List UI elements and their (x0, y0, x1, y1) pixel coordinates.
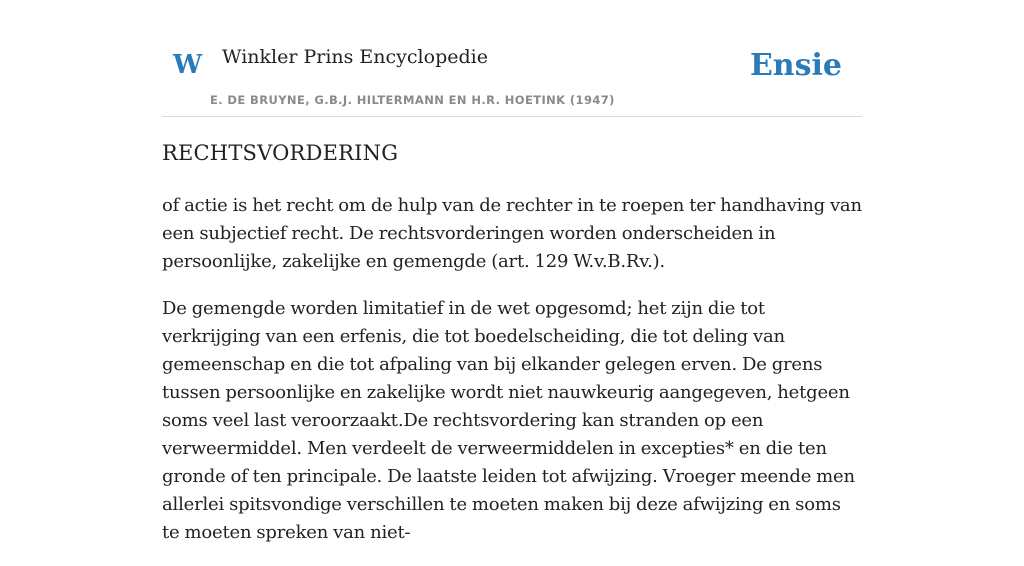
publication-authors: E. DE BRUYNE, G.B.J. HILTERMANN EN H.R. HOETINK (1947) (210, 93, 615, 107)
entry-paragraph: of actie is het recht om de hulp van de rechter in te roepen ter handhaving van een subjectief recht. De rechtsvorderingen worden onderscheiden in persoonlijke, zakelijke en gemengde (art. 129 W.v.B.Rv.). (162, 195, 862, 272)
publication-header (162, 0, 862, 117)
ensie-logo[interactable]: Ensie (749, 48, 842, 83)
entry-paragraph: De gemengde worden limitatief in de wet opgesomd; het zijn die tot verkrijging van een erfenis, die tot boedelscheiding, die tot deling van gemeenschap en die tot afpaling van bij elkander gelegen erven. De grens tussen persoonlijke en zakelijke wordt niet nauwkeurig aangegeven, hetgeen soms veel last veroorzaakt.De rechtsvordering kan stranden op een verweermiddel. Men verdeelt de verweermiddelen in excepties* en die ten gronde of ten principale. De laatste leiden tot afwijzing. Vroeger meende men allerlei spitsvondige verschillen te moeten maken bij deze afwijzing en soms te moeten spreken van niet- (162, 298, 855, 543)
publication-logo[interactable]: W (173, 50, 203, 80)
article-page (162, 0, 862, 543)
entry-title: RECHTSVORDERING (162, 141, 399, 165)
entry-body (162, 192, 862, 566)
publication-title[interactable]: Winkler Prins Encyclopedie (222, 46, 488, 68)
